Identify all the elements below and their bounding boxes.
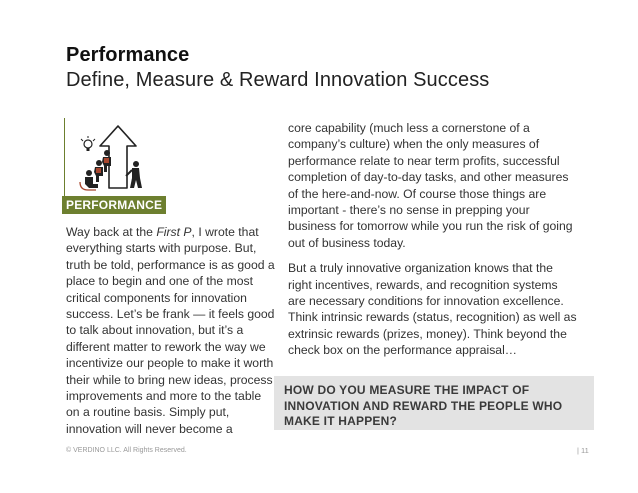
intro-text-rest: , I wrote that everything starts with purpose. But, truth be told, performance is as good a place to begin and one of the most critical components for innovation success. Let’s be frank — it feels good to talk about innovation, but it’s a different matter to rework the way we incentivize our people to make it worth their while to bring new ideas, process improvements and more to the table on a routine basis. Simply put, innovation will never become a bbox=[66, 225, 275, 436]
people-climbing-arrow-icon bbox=[78, 122, 148, 194]
body-column-right bbox=[288, 120, 578, 368]
intro-paragraph bbox=[66, 224, 276, 437]
copyright-notice: © VERDINO LLC. All Rights Reserved. bbox=[66, 447, 187, 454]
page-number: | 11 bbox=[577, 446, 589, 455]
intro-text-start: Way back at the bbox=[66, 225, 157, 239]
page-title: Performance bbox=[66, 44, 190, 66]
question-callout: HOW DO YOU MEASURE THE IMPACT OF INNOVATION AND REWARD THE PEOPLE WHO MAKE IT HAPPEN? bbox=[274, 376, 594, 430]
accent-rule bbox=[64, 118, 65, 198]
body-paragraph-1: core capability (much less a cornerstone of a company’s culture) when the only measures of performance relate to near term profits, successful completion of day-to-day tasks, and other measures of the here-and-now. Of course those things are important - there’s no sense in prepping your business for tomorrow while you run the risk of going out of business today. bbox=[288, 121, 573, 250]
page-subtitle: Define, Measure & Reward Innovation Success bbox=[66, 69, 490, 91]
first-p-emphasis: First P bbox=[156, 225, 192, 239]
performance-badge: PERFORMANCE bbox=[62, 196, 166, 214]
body-paragraph-2: But a truly innovative organization knows that the right incentives, rewards, and recognition systems are necessary conditions for innovation excellence. Think intrinsic rewards (status, recognition) as well as extrinsic rewards (prizes, money). Think beyond the check box on the performance appraisal… bbox=[288, 261, 577, 358]
